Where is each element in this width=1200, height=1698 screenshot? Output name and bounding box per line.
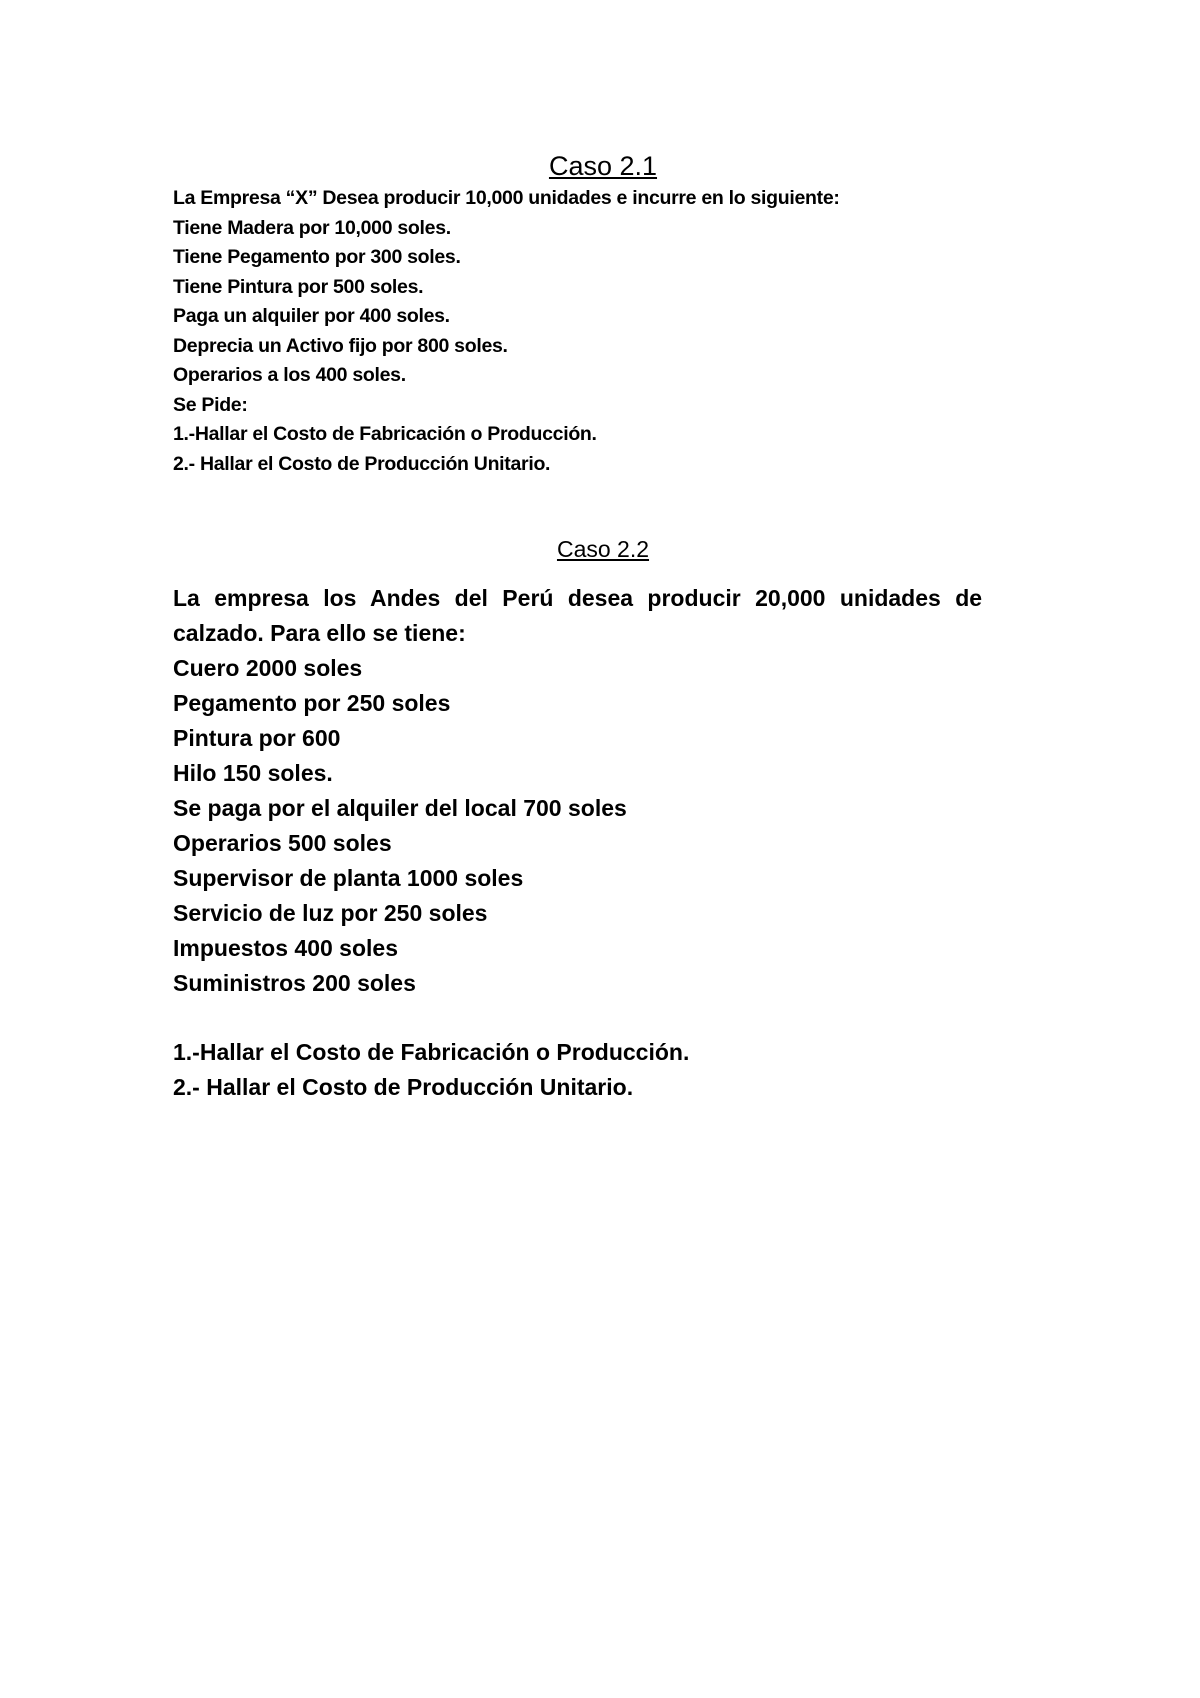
case-2-2-item-pegamento: Pegamento por 250 soles (173, 690, 451, 716)
case-2-2-item-luz: Servicio de luz por 250 soles (173, 900, 488, 926)
case-2-2-item-hilo: Hilo 150 soles. (173, 760, 333, 786)
case-2-2-intro-line-1: La empresa los Andes del Perú desea producir 20,000 unidades de (173, 585, 983, 611)
case-2-2-item-suministros: Suministros 200 soles (173, 970, 416, 996)
case-2-2-item-supervisor: Supervisor de planta 1000 soles (173, 865, 524, 891)
case-2-2-title: Caso 2.2 (556, 536, 650, 562)
case-2-1-item-operarios: Operarios a los 400 soles. (173, 364, 406, 386)
case-2-2-intro-line-2: calzado. Para ello se tiene: (173, 620, 466, 646)
case-2-2-item-pintura: Pintura por 600 (173, 725, 341, 751)
case-2-1-section (173, 148, 1033, 479)
case-2-1-se-pide: Se Pide: (173, 393, 248, 416)
case-2-2-item-impuestos: Impuestos 400 soles (173, 935, 398, 961)
case-2-1-item-depreciacion: Deprecia un Activo fijo por 800 soles. (173, 334, 508, 357)
case-2-2-item-alquiler: Se paga por el alquiler del local 700 soles (173, 795, 627, 821)
case-2-1-item-pintura: Tiene Pintura por 500 soles. (173, 275, 424, 298)
case-2-1-question-2: 2.- Hallar el Costo de Producción Unitario. (173, 452, 551, 475)
case-2-1-item-pegamento: Tiene Pegamento por 300 soles. (173, 246, 461, 268)
case-2-1-statement: La Empresa “X” Desea producir 10,000 unidades e incurre en lo siguiente: (173, 187, 840, 209)
case-2-2-spacer (173, 1001, 1033, 1035)
case-2-1-question-1: 1.-Hallar el Costo de Fabricación o Producción. (173, 423, 597, 445)
case-2-2-item-cuero: Cuero 2000 soles (173, 655, 363, 681)
case-2-1-item-alquiler: Paga un alquiler por 400 soles. (173, 305, 450, 327)
case-2-2-section (173, 532, 1033, 1105)
case-2-2-question-1: 1.-Hallar el Costo de Fabricación o Producción. (173, 1039, 690, 1065)
case-2-2-question-2: 2.- Hallar el Costo de Producción Unitario. (173, 1074, 634, 1100)
case-2-1-title: Caso 2.1 (548, 151, 658, 181)
case-2-2-item-operarios: Operarios 500 soles (173, 830, 392, 856)
case-2-1-item-madera: Tiene Madera por 10,000 soles. (173, 216, 451, 239)
